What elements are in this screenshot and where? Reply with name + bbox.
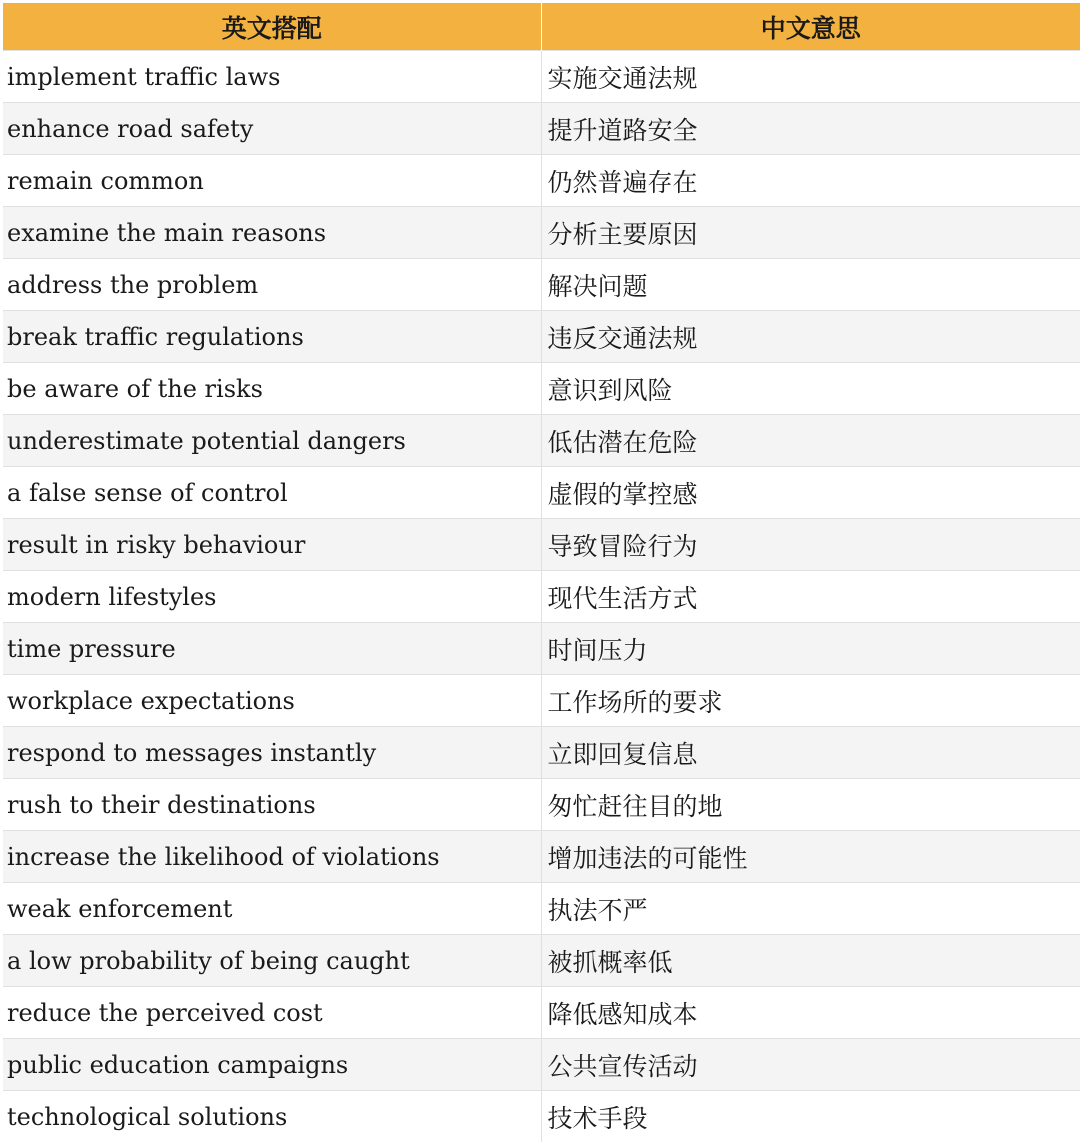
vocabulary-table [3,3,1080,1142]
table-row [3,883,1080,935]
table-row [3,675,1080,727]
table-row [3,727,1080,779]
table-body [3,51,1080,1142]
english-collocation-cell: a false sense of control [3,467,541,519]
chinese-meaning-cell: 现代生活方式 [541,571,1080,623]
chinese-meaning-cell: 降低感知成本 [541,987,1080,1039]
english-collocation-cell: increase the likelihood of violations [3,831,541,883]
table-row [3,207,1080,259]
english-collocation-cell: examine the main reasons [3,207,541,259]
header-english: 英文搭配 [3,3,541,51]
english-collocation-cell: address the problem [3,259,541,311]
chinese-meaning-cell: 增加违法的可能性 [541,831,1080,883]
english-collocation-cell: underestimate potential dangers [3,415,541,467]
english-collocation-cell: be aware of the risks [3,363,541,415]
chinese-meaning-cell: 仍然普遍存在 [541,155,1080,207]
english-collocation-cell: workplace expectations [3,675,541,727]
english-collocation-cell: remain common [3,155,541,207]
table-row [3,259,1080,311]
table-row [3,1039,1080,1091]
english-collocation-cell: technological solutions [3,1091,541,1142]
table-row [3,155,1080,207]
english-collocation-cell: weak enforcement [3,883,541,935]
header-chinese: 中文意思 [541,3,1080,51]
chinese-meaning-cell: 被抓概率低 [541,935,1080,987]
chinese-meaning-cell: 匆忙赶往目的地 [541,779,1080,831]
table-row [3,571,1080,623]
chinese-meaning-cell: 解决问题 [541,259,1080,311]
chinese-meaning-cell: 工作场所的要求 [541,675,1080,727]
chinese-meaning-cell: 实施交通法规 [541,51,1080,103]
chinese-meaning-cell: 执法不严 [541,883,1080,935]
chinese-meaning-cell: 导致冒险行为 [541,519,1080,571]
table-row [3,103,1080,155]
chinese-meaning-cell: 违反交通法规 [541,311,1080,363]
table-row [3,1091,1080,1142]
table-row [3,831,1080,883]
table-row [3,987,1080,1039]
english-collocation-cell: modern lifestyles [3,571,541,623]
table-row [3,363,1080,415]
chinese-meaning-cell: 立即回复信息 [541,727,1080,779]
table-header [3,3,1080,51]
chinese-meaning-cell: 技术手段 [541,1091,1080,1142]
english-collocation-cell: result in risky behaviour [3,519,541,571]
table-row [3,311,1080,363]
english-collocation-cell: implement traffic laws [3,51,541,103]
english-collocation-cell: respond to messages instantly [3,727,541,779]
chinese-meaning-cell: 分析主要原因 [541,207,1080,259]
english-collocation-cell: rush to their destinations [3,779,541,831]
english-collocation-cell: reduce the perceived cost [3,987,541,1039]
table-row [3,519,1080,571]
table-row [3,51,1080,103]
chinese-meaning-cell: 低估潜在危险 [541,415,1080,467]
chinese-meaning-cell: 公共宣传活动 [541,1039,1080,1091]
chinese-meaning-cell: 虚假的掌控感 [541,467,1080,519]
table-row [3,935,1080,987]
table-row [3,623,1080,675]
english-collocation-cell: enhance road safety [3,103,541,155]
header-row [3,3,1080,51]
table-row [3,779,1080,831]
chinese-meaning-cell: 时间压力 [541,623,1080,675]
chinese-meaning-cell: 意识到风险 [541,363,1080,415]
english-collocation-cell: break traffic regulations [3,311,541,363]
english-collocation-cell: time pressure [3,623,541,675]
table-row [3,467,1080,519]
english-collocation-cell: a low probability of being caught [3,935,541,987]
chinese-meaning-cell: 提升道路安全 [541,103,1080,155]
english-collocation-cell: public education campaigns [3,1039,541,1091]
table-row [3,415,1080,467]
